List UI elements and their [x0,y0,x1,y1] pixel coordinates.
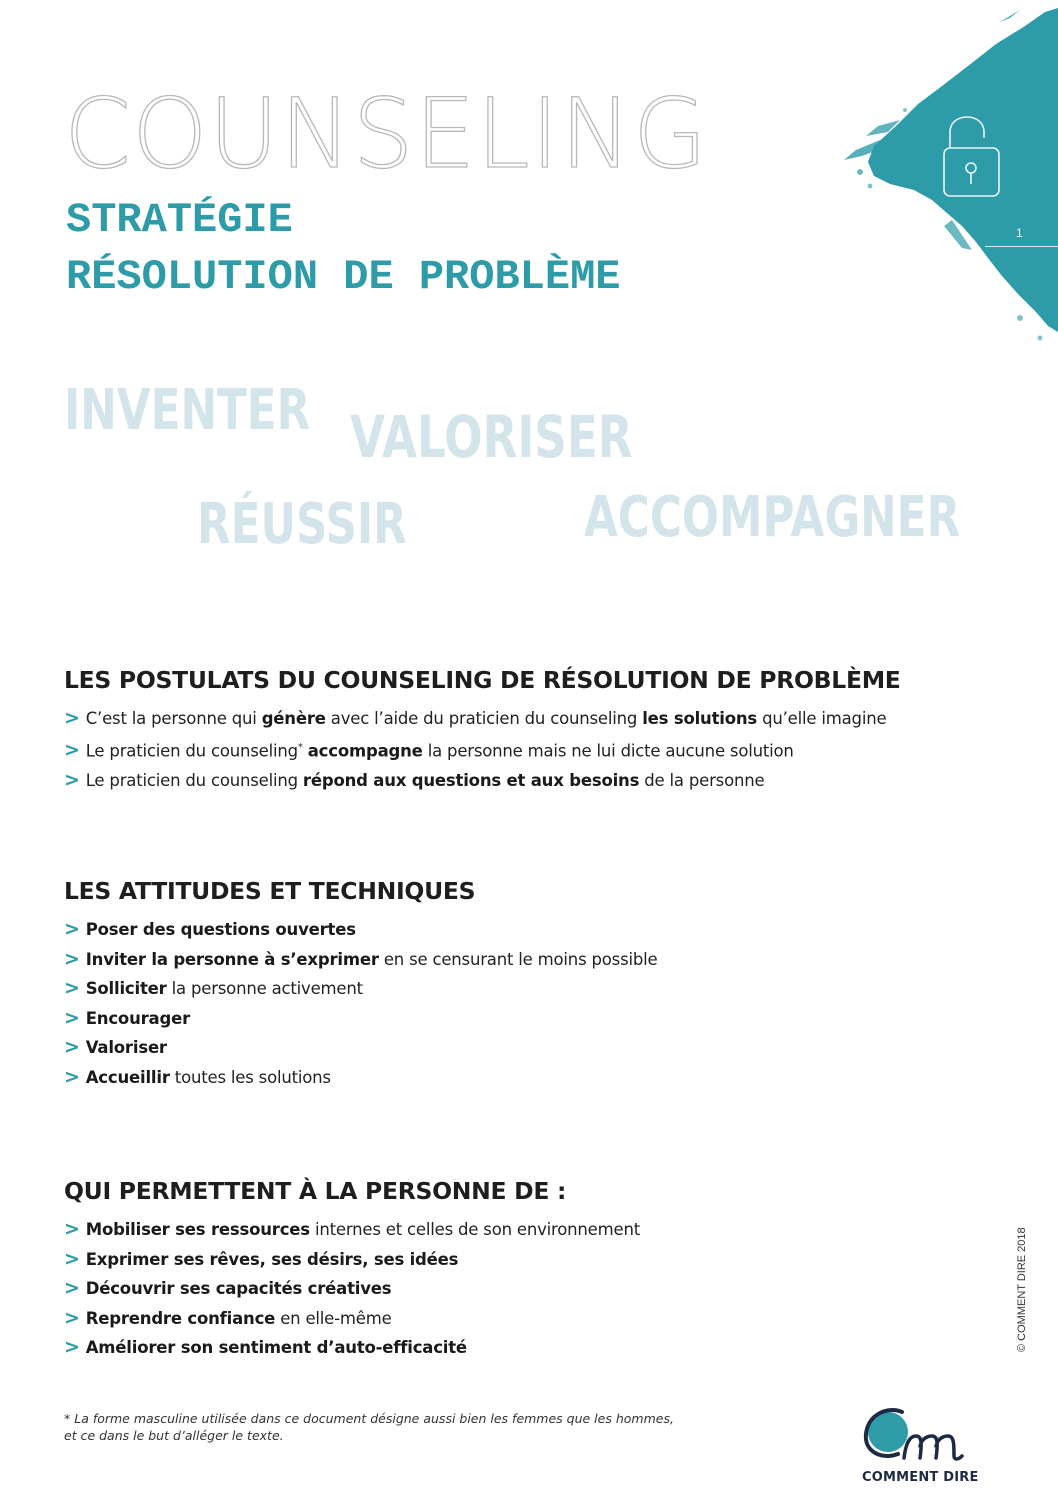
chevron-right-icon: > [64,918,80,940]
section-postulates [64,666,964,795]
list-item [64,1004,964,1034]
text-segment: C’est la personne qui [85,709,262,728]
list-item [64,1333,964,1363]
text-segment: la personne mais ne lui dicte aucune solution [422,741,794,760]
bold-text: Mobiliser ses ressources [85,1220,310,1239]
bold-text: Encourager [85,1008,191,1028]
bullet-list [64,704,964,795]
footnote-line: et ce dans le but d’alléger le texte. [64,1428,284,1443]
section-outcomes [64,1177,964,1363]
list-item [64,1304,964,1334]
text-segment: toutes les solutions [169,1067,331,1087]
page-number: 1 [1016,226,1023,240]
text-segment: la personne activement [166,979,363,998]
bold-text: Poser des questions ouvertes [85,920,356,939]
bold-text: Accueillir [85,1067,170,1087]
chevron-right-icon: > [64,1277,80,1299]
list-item [64,1274,964,1304]
section-heading: LES POSTULATS DU COUNSELING DE RÉSOLUTION DE PROBLÈME [64,666,901,694]
list-item [64,945,964,975]
logo-wordmark: COMMENT DIRE [862,1470,979,1485]
main-title: COUNSELING [64,78,709,190]
subtitle-strategy: STRATÉGIE [66,196,293,244]
chevron-right-icon: > [64,1306,80,1329]
bold-text: les solutions [642,709,758,728]
chevron-right-icon: > [64,1006,80,1029]
bold-text: Reprendre confiance [85,1308,276,1328]
page-number-divider [985,246,1058,247]
chevron-right-icon: > [64,768,80,791]
list-item [64,766,964,796]
section-attitudes-techniques [64,877,964,1092]
list-item [64,974,964,1004]
list-item [64,915,964,945]
list-item [64,1033,964,1063]
bold-text: Inviter la personne à s’exprimer [85,949,379,969]
text-segment: Le praticien du counseling [85,741,298,760]
text-segment: en elle-même [275,1308,392,1328]
keyword-reussir: RÉUSSIR [197,492,407,557]
list-item [64,734,964,766]
chevron-right-icon: > [64,1218,80,1240]
keyword-valoriser: VALORISER [350,403,633,471]
text-segment: en se censurant le moins possible [378,949,658,969]
bold-text: génère [261,709,326,728]
list-item [64,704,964,734]
chevron-right-icon: > [64,1336,80,1358]
text-segment: * [297,741,303,753]
copyright-notice: © COMMENT DIRE 2018 [1016,1227,1028,1352]
bold-text: accompagne [307,741,423,760]
bold-text: Exprimer ses rêves, ses désirs, ses idées [85,1249,459,1269]
chevron-right-icon: > [64,707,80,729]
section-heading: QUI PERMETTENT À LA PERSONNE DE : [64,1177,567,1205]
text-segment: avec l’aide du praticien du counseling [325,709,643,728]
text-segment: Le praticien du counseling [85,770,303,790]
text-segment: qu’elle imagine [757,709,887,728]
section-heading: LES ATTITUDES ET TECHNIQUES [64,877,476,905]
text-segment: de la personne [639,770,765,790]
keyword-accompagner: ACCOMPAGNER [584,485,961,550]
bold-text: répond aux questions et aux besoins [302,770,640,790]
footnote [64,1410,674,1444]
list-item [64,1245,964,1275]
bold-text: Améliorer son sentiment d’auto-efficacité [85,1338,467,1357]
list-item [64,1215,964,1245]
chevron-right-icon: > [64,1036,80,1058]
bullet-list [64,1215,964,1363]
keyword-inventer: INVENTER [64,378,311,443]
footnote-line: * La forme masculine utilisée dans ce document désigne aussi bien les femmes que les hommes, [64,1411,674,1426]
text-segment: internes et celles de son environnement [309,1220,640,1239]
chevron-right-icon: > [64,1065,80,1088]
comment-dire-logo-icon [858,1398,988,1468]
list-item [64,1063,964,1093]
bold-text: Découvrir ses capacités créatives [85,1279,392,1298]
bold-text: Solliciter [85,979,167,998]
chevron-right-icon: > [64,1247,80,1270]
bullet-list [64,915,964,1092]
subtitle-problem-solving: RÉSOLUTION DE PROBLÈME [66,253,621,301]
bold-text: Valoriser [85,1038,167,1057]
chevron-right-icon: > [64,977,80,999]
chevron-right-icon: > [64,947,80,970]
chevron-right-icon: > [64,739,80,761]
